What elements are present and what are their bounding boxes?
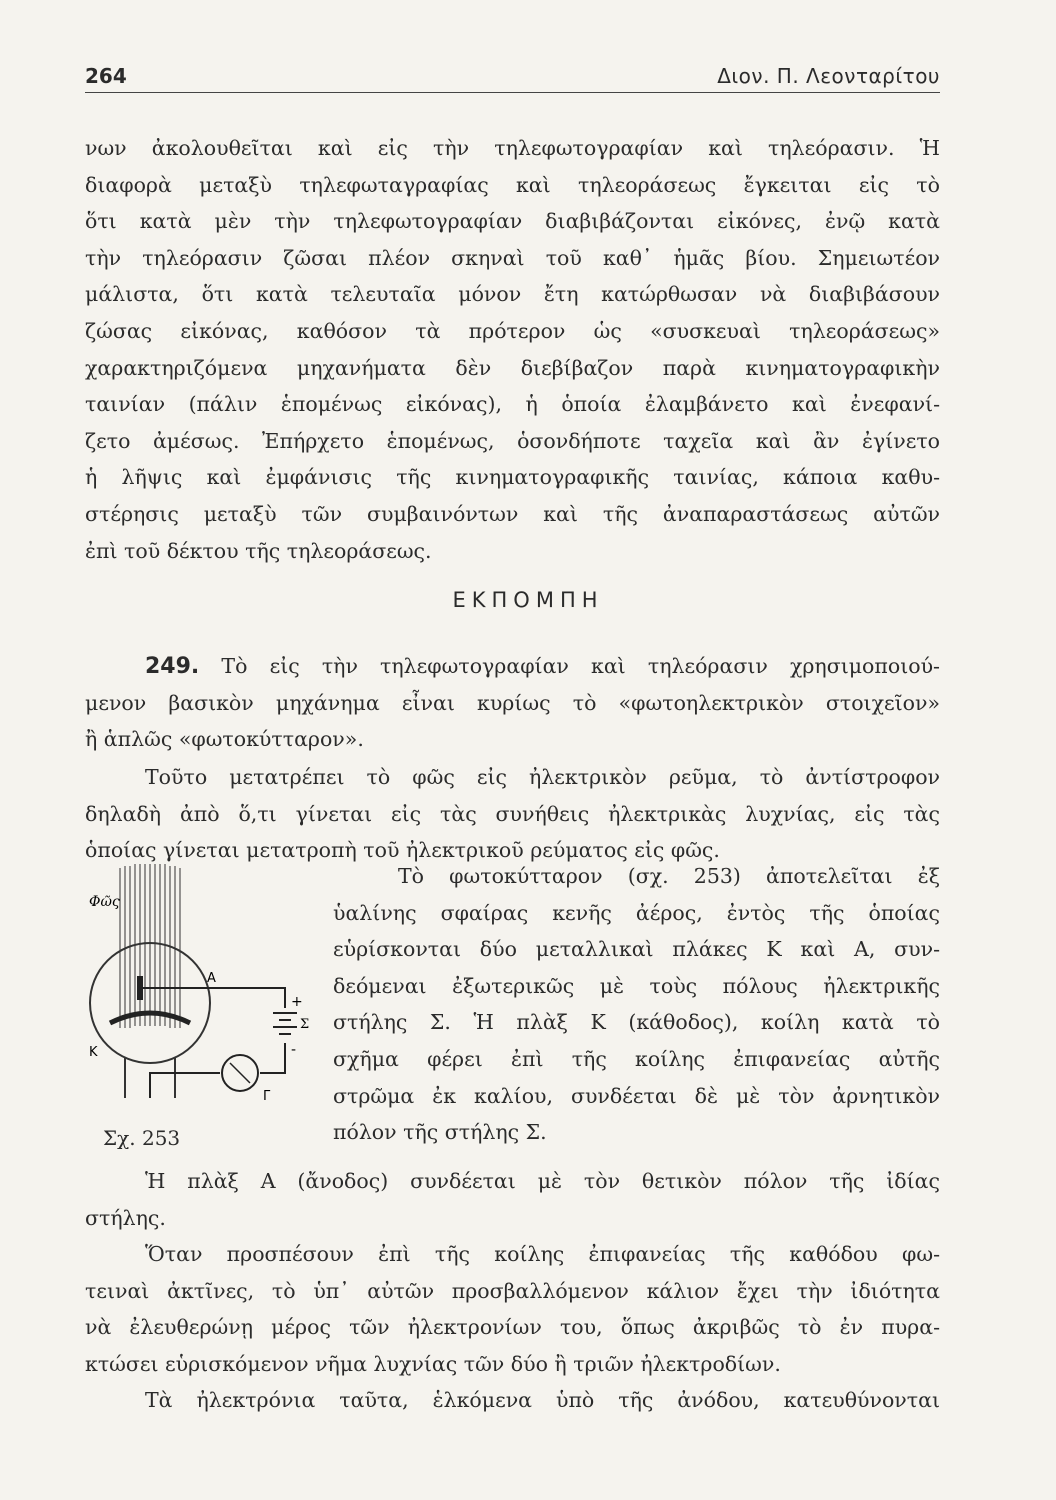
text-line: ὑαλίνης σφαίρας κενῆς ἀέρος, ἐντὸς τῆς ὁποίας [333,900,940,925]
photocell-figure [85,858,310,1158]
plus-label: + [291,994,303,1010]
galvanometer-label: Γ [263,1089,271,1104]
text-line: πόλον τῆς στήλης Σ. [333,1120,547,1145]
text-line: 249. Τὸ εἰς τὴν τηλεφωτογραφίαν καὶ τηλεόρασιν χρησιμοποιού- [145,654,940,679]
minus-label: - [291,1042,297,1058]
text-line: ἡ λῆψις καὶ ἐμφάνισις τῆς κινηματογραφικῆς ταινίας, κάποια καθυ- [85,465,940,490]
text-line: Ἡ πλὰξ Α (ἄνοδος) συνδέεται μὲ τὸν θετικὸν πόλον τῆς ἰδίας [145,1169,940,1193]
running-head: Διον. Π. Λεονταρίτου [717,64,940,88]
paragraph-7 [85,1382,940,1419]
text-line: στέρησις μεταξὺ τῶν συμβαινόντων καὶ τῆς ἀναπαραστάσεως αὐτῶν [85,501,940,526]
text-line: ἢ ἁπλῶς «φωτοκύτταρον». [85,727,364,752]
text-line: στήλης. [85,1205,166,1230]
page-number: 264 [85,64,127,88]
battery-label: Σ [300,1017,310,1032]
text-line: διαφορὰ μεταξὺ τηλεφωταγραφίας καὶ τηλεοράσεως ἔγκειται εἰς τὸ [85,172,940,197]
text-line: χαρακτηριζόμενα μηχανήματα δὲν διεβίβαζον παρὰ κινηματογραφικὴν [85,355,940,380]
text-line: Τὰ ἠλεκτρόνια ταῦτα, ἑλκόμενα ὑπὸ τῆς ἀνόδου, κατευθύνονται [145,1388,940,1412]
text-line: μάλιστα, ὅτι κατὰ τελευταῖα μόνον ἔτη κατώρθωσαν νὰ διαβιβάσουν [85,282,940,307]
text-line: εὑρίσκονται δύο μεταλλικαὶ πλάκες Κ καὶ Α, συν- [333,937,940,962]
anode-plate [137,976,143,1000]
text-line: στρῶμα ἐκ καλίου, συνδέεται δὲ μὲ τὸν ἀρνητικὸν [333,1083,940,1108]
text-line: κτώσει εὑρισκόμενον νῆμα λυχνίας τῶν δύο ἢ τριῶν ἠλεκτροδίων. [85,1351,781,1376]
text-line: ὁποίας γίνεται μετατροπὴ τοῦ ἠλεκτρικοῦ ρεύματος εἰς φῶς. [85,838,720,863]
text-line: τειναὶ ἀκτῖνες, τὸ ὑπ᾽ αὐτῶν προσβαλλόμενον κάλιον ἔχει τὴν ἰδιότητα [85,1278,940,1303]
text-line: ζετο ἀμέσως. Ἐπήρχετο ἑπομένως, ὁσονδήποτε ταχεῖα καὶ ἂν ἐγίνετο [85,428,940,453]
light-label: Φῶς [89,894,120,910]
cathode-label: Κ [89,1045,98,1060]
text-line: νὰ ἐλευθερώνῃ μέρος τῶν ἠλεκτρονίων του, ὅπως ἀκριβῶς τὸ ἐν πυρα- [85,1315,940,1340]
text-line: ταινίαν (πάλιν ἑπομένως εἰκόνας), ἡ ὁποία ἐλαμβάνετο καὶ ἐνεφανί- [85,392,940,417]
text-line: σχῆμα φέρει ἐπὶ τῆς κοίλης ἐπιφανείας αὐτῆς [333,1046,940,1071]
figure-caption: Σχ. 253 [103,1126,181,1150]
paragraph-3 [85,759,940,869]
text-line: ζώσας εἰκόνας, καθόσον τὰ πρότερον ὡς «συσκευαὶ τηλεοράσεως» [85,318,940,343]
text-line: νων ἀκολουθεῖται καὶ εἰς τὴν τηλεφωτογραφίαν καὶ τηλεόρασιν. Ἡ [85,136,940,160]
anode-label: Α [207,971,216,986]
text-line: δηλαδὴ ἀπὸ ὅ,τι γίνεται εἰς τὰς συνήθεις ἠλεκτρικὰς λυχνίας, εἰς τὰς [85,801,940,826]
text-line: δεόμεναι ἐξωτερικῶς μὲ τοὺς πόλους ἠλεκτρικῆς [333,973,940,998]
paragraph-6 [85,1236,940,1382]
text-line: τὴν τηλεόρασιν ζῶσαι πλέον σκηναὶ τοῦ καθ᾽ ἡμᾶς βίου. Σημειωτέον [85,245,940,270]
paragraph-number: 249. [145,654,200,679]
paragraph-4 [333,858,940,1151]
page-header [85,62,940,93]
section-title: ΕΚΠΟΜΠΗ [452,588,604,612]
text-line: Ὅταν προσπέσουν ἐπὶ τῆς κοίλης ἐπιφανείας τῆς καθόδου φω- [145,1242,940,1266]
battery-symbol [273,1013,297,1034]
paragraph-2 [85,648,940,758]
text-line: ὅτι κατὰ μὲν τὴν τηλεφωτογραφίαν διαβιβάζονται εἰκόνες, ἐνῷ κατὰ [85,209,940,234]
text-line: στήλης Σ. Ἡ πλὰξ Κ (κάθοδος), κοίλη κατὰ τὸ [333,1010,940,1035]
paragraph-5 [85,1163,940,1236]
text-line: ἐπὶ τοῦ δέκτου τῆς τηλεοράσεως. [85,538,432,563]
text-line: Τοῦτο μετατρέπει τὸ φῶς εἰς ἠλεκτρικὸν ρεῦμα, τὸ ἀντίστροφον [145,765,940,789]
paragraph-1 [85,130,940,569]
text-line: μενον βασικὸν μηχάνημα εἶναι κυρίως τὸ «φωτοηλεκτρικὸν στοιχεῖον» [85,690,940,715]
text-line: Τὸ φωτοκύτταρον (σχ. 253) ἀποτελεῖται ἐξ [398,864,940,888]
